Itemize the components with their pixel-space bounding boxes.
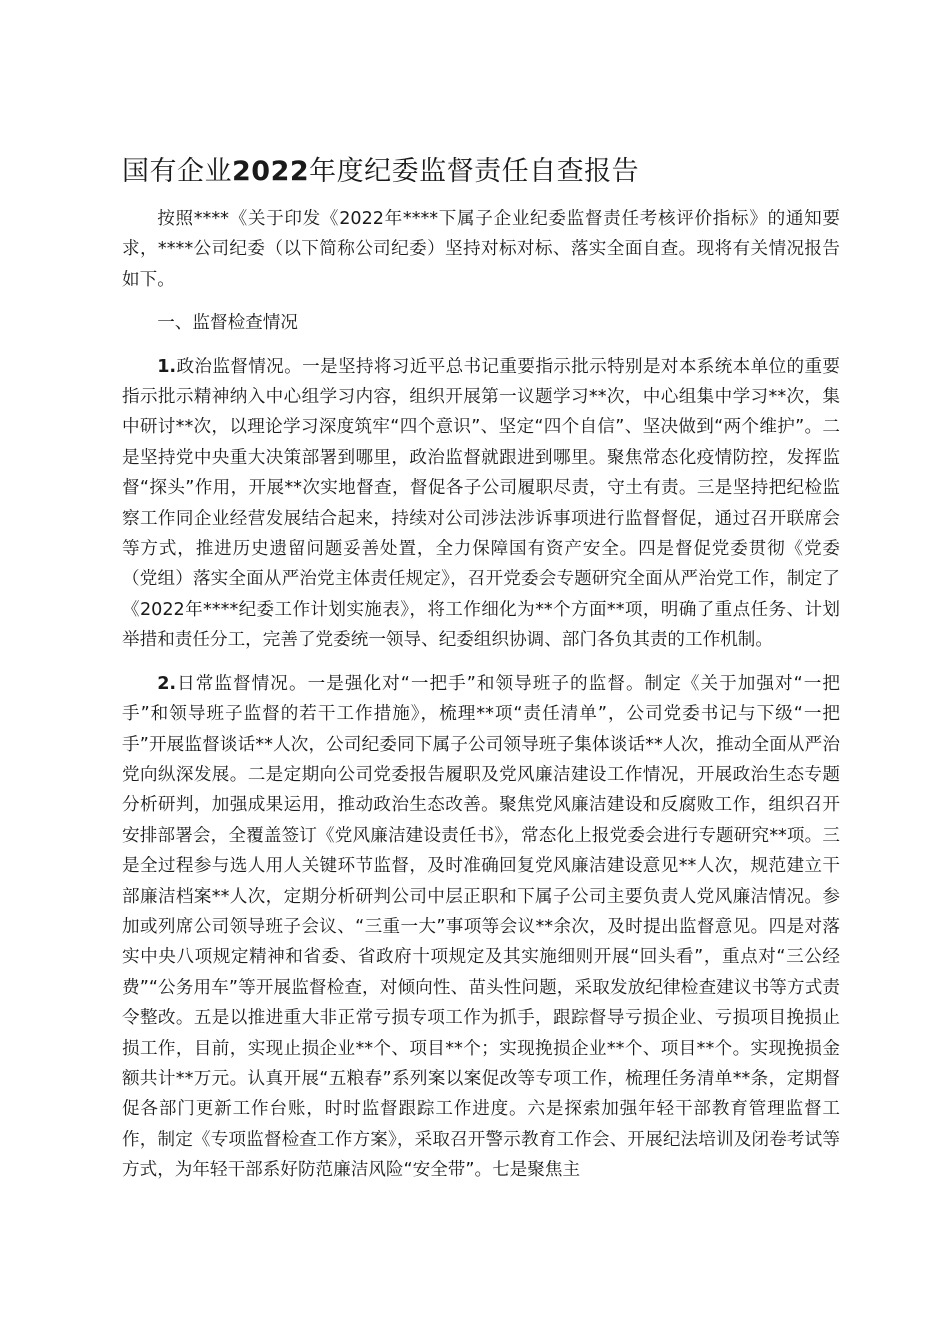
section-heading: 一、监督检查情况 (157, 313, 298, 334)
item-number: 2. (157, 673, 177, 694)
intro-paragraph: 按照****《关于印发《2022年****下属子企业纪委监督责任考核评价指标》的通知要求，****公司纪委（以下简称公司纪委）坚持对标对标、落实全面自查。现将有关情况报告如下。 (122, 209, 840, 290)
title-suffix: 年度纪委监督责任自查报告 (309, 156, 640, 187)
document-body (122, 204, 840, 1186)
title-prefix: 国有企业 (122, 156, 232, 187)
item-text: 政治监督情况。一是坚持将习近平总书记重要指示批示特别是对本系统本单位的重要指示批示精神纳入中心组学习内容，组织开展第一议题学习**次，中心组集中学习**次，集中研讨**次，以理论学习深度筑牢“四个意识”、坚定“四个自信”、坚决做到“两个维护”。二是坚持党中央重大决策部署到哪里，政治监督就跟进到哪里。聚焦常态化疫情防控，发挥监督“探头”作用，开展**次实地督查，督促各子公司履职尽责，守土有责。三是坚持把纪检监察工作同企业经营发展结合起来，持续对公司涉法涉诉事项进行监督督促，通过召开联席会等方式，推进历史遗留问题妥善处置，全力保障国有资产安全。四是督促党委贯彻《党委（党组）落实全面从严治党主体责任规定》，召开党委会专题研究全面从严治党工作，制定了《2022年****纪委工作计划实施表》，将工作细化为**个方面**项，明确了重点任务、计划举措和责任分工，完善了党委统一领导、纪委组织协调、部门各负其责的工作机制。 (122, 356, 840, 651)
item-number: 1. (157, 356, 177, 377)
document-title (122, 150, 842, 194)
item-paragraph-political (122, 352, 840, 656)
item-text: 日常监督情况。一是强化对“一把手”和领导班子的监督。制定《关于加强对“一把手”和领导班子监督的若干工作措施》，梳理**项“责任清单”，公司党委书记与下级“一把手”开展监督谈话**人次，公司纪委同下属子公司领导班子集体谈话**人次，推动全面从严治党向纵深发展。二是定期向公司党委报告履职及党风廉洁建设工作情况，开展政治生态专题分析研判，加强成果运用，推动政治生态改善。聚焦党风廉洁建设和反腐败工作，组织召开安排部署会，全覆盖签订《党风廉洁建设责任书》，常态化上报党委会进行专题研究**项。三是全过程参与选人用人关键环节监督，及时准确回复党风廉洁建设意见**人次，规范建立干部廉洁档案**人次，定期分析研判公司中层正职和下属子公司主要负责人党风廉洁情况。参加或列席公司领导班子会议、“三重一大”事项等会议**余次，及时提出监督意见。四是对落实中央八项规定精神和省委、省政府十项规定及其实施细则开展“回头看”，重点对“三公经费”“公务用车”等开展监督检查，对倾向性、苗头性问题，采取发放纪律检查建议书等方式责令整改。五是以推进重大非正常亏损专项工作为抓手，跟踪督导亏损企业、亏损项目挽损止损工作，目前，实现止损企业**个、项目**个；实现挽损企业**个、项目**个。实现挽损金额共计**万元。认真开展“五粮春”系列案以案促改等专项工作，梳理任务清单**条，定期督促各部门更新工作台账，时时监督跟踪工作进度。六是探索加强年轻干部教育管理监督工作，制定《专项监督检查工作方案》，采取召开警示教育工作会、开展纪法培训及闭卷考试等方式，为年轻干部系好防范廉洁风险“安全带”。七是聚焦主 (122, 673, 840, 1181)
item-paragraph-daily (122, 669, 840, 1186)
title-year: 2022 (232, 156, 310, 187)
